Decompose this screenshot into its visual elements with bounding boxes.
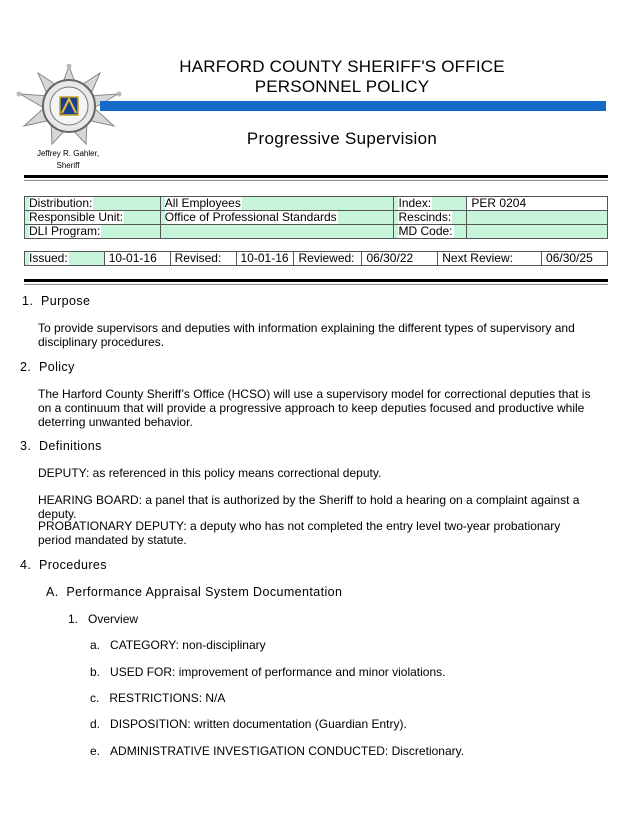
definition-item: PROBATIONARY DEPUTY: a deputy who has not completed the entry level two-year probationary period mandated by statute. xyxy=(38,519,561,547)
agency-name: HARFORD COUNTY SHERIFF'S OFFICE xyxy=(179,57,505,76)
sheriff-name: Jeffrey R. Gahler, Sheriff xyxy=(36,149,100,170)
revised-label: Revised: xyxy=(170,252,236,266)
overview-item: e. ADMINISTRATIVE INVESTIGATION CONDUCTED: Discretionary. xyxy=(90,744,465,758)
table-row xyxy=(25,211,608,225)
rescinds-label: Rescinds: xyxy=(394,211,467,225)
section-purpose-text: To provide supervisors and deputies with information explaining the different types of supervisory and disciplinary procedures. xyxy=(38,321,575,349)
md-code-value xyxy=(467,225,608,239)
definition-item: DEPUTY: as referenced in this policy means correctional deputy. xyxy=(38,466,382,480)
table-divider xyxy=(24,279,608,282)
next-review-label: Next Review: xyxy=(438,252,542,266)
table-row xyxy=(25,252,608,266)
issued-label: Issued: xyxy=(25,252,105,266)
overview-item: a. CATEGORY: non-disciplinary xyxy=(90,638,266,652)
dli-program-label: DLI Program: xyxy=(25,225,161,239)
index-value: PER 0204 xyxy=(467,197,608,211)
header-divider-thin xyxy=(24,180,608,181)
subsection-1-heading: 1. Overview xyxy=(68,612,139,626)
distribution-label: Distribution: xyxy=(25,197,161,211)
section-definitions-heading: 3. Definitions xyxy=(20,439,102,453)
table-row xyxy=(25,197,608,211)
header-divider xyxy=(24,175,608,178)
definition-item: HEARING BOARD: a panel that is authorized by the Sheriff to hold a hearing on a complaint against a deputy. xyxy=(38,493,580,521)
rescinds-value xyxy=(467,211,608,225)
section-purpose-heading: 1. Purpose xyxy=(22,294,91,308)
header-band xyxy=(100,101,606,111)
revised-value: 10-01-16 xyxy=(236,252,294,266)
policy-dates-table xyxy=(24,251,608,266)
overview-item: b. USED FOR: improvement of performance and minor violations. xyxy=(90,665,446,679)
policy-info-table xyxy=(24,196,608,239)
reviewed-label: Reviewed: xyxy=(294,252,362,266)
distribution-value: All Employees xyxy=(160,197,394,211)
table-divider-thin xyxy=(24,284,608,285)
overview-item: c. RESTRICTIONS: N/A xyxy=(90,691,226,705)
section-policy-heading: 2. Policy xyxy=(20,360,75,374)
subsection-a-heading: A. Performance Appraisal System Documentation xyxy=(46,585,343,599)
section-procedures-heading: 4. Procedures xyxy=(20,558,107,572)
reviewed-value: 06/30/22 xyxy=(362,252,438,266)
responsible-unit-label: Responsible Unit: xyxy=(25,211,161,225)
document-type: PERSONNEL POLICY xyxy=(254,77,430,96)
overview-item: d. DISPOSITION: written documentation (Guardian Entry). xyxy=(90,717,407,731)
table-row xyxy=(25,225,608,239)
index-label: Index: xyxy=(394,197,467,211)
section-policy-text: The Harford County Sheriff’s Office (HCSO) will use a supervisory model for correctional deputies that is on a continuum that will provide a progressive approach to keep deputies focused and productive while deterring unwanted behavior. xyxy=(38,387,591,429)
dli-program-value xyxy=(160,225,394,239)
next-review-value: 06/30/25 xyxy=(542,252,608,266)
policy-title: Progressive Supervision xyxy=(246,129,438,148)
issued-value: 10-01-16 xyxy=(104,252,170,266)
md-code-label: MD Code: xyxy=(394,225,467,239)
responsible-unit-value: Office of Professional Standards xyxy=(160,211,394,225)
